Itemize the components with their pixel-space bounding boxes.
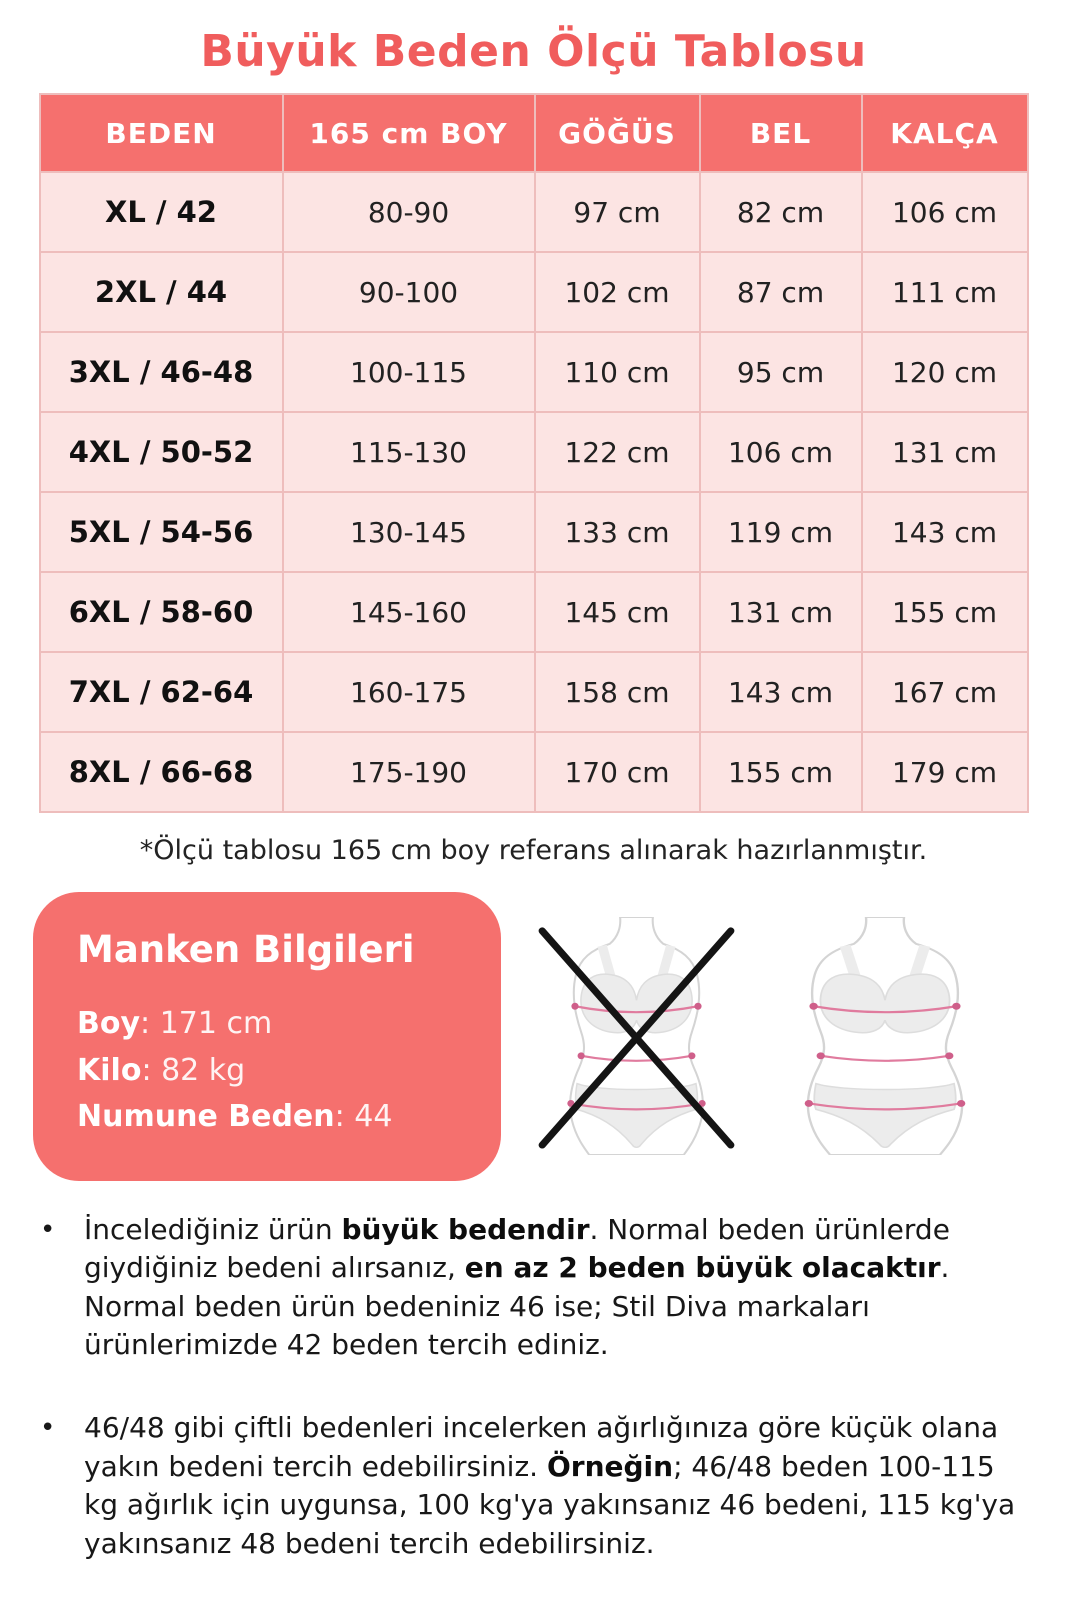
waist-cell: 155 cm [700,732,862,812]
column-header-bel: BEL [700,94,862,172]
model-info-section [33,892,1037,1181]
hip-cell: 167 cm [862,652,1028,732]
model-height-field [77,1001,457,1048]
weight-value: : 82 kg [141,1052,246,1088]
column-header-kalca: KALÇA [862,94,1028,172]
size-cell: 6XL / 58-60 [40,572,283,652]
waist-cell: 82 cm [700,172,862,252]
waist-cell: 143 cm [700,652,862,732]
bust-cell: 170 cm [535,732,700,812]
note-text-1: İncelediğiniz ürün büyük bedendir. Normal beden ürünlerde giydiğiniz bedeni alırsanız, en az 2 beden büyük olacaktır. Normal beden ürün bedeniniz 46 ise; Stil Diva markaları ürünlerimizde 42 beden tercih ediniz. [84,1212,950,1362]
sample-size-value: : 44 [334,1099,393,1134]
column-header-boy: 165 cm BOY [283,94,535,172]
model-sample-size-field [77,1094,457,1141]
table-row [40,332,1028,412]
sample-size-label: Numune Beden [77,1099,335,1134]
size-table [39,93,1029,813]
size-cell: XL / 42 [40,172,283,252]
size-table-body [40,172,1028,812]
column-header-beden: BEDEN [40,94,283,172]
waist-cell: 95 cm [700,332,862,412]
model-info-card [33,892,501,1181]
note-item-2 [40,1409,1033,1564]
weight-range-cell: 100-115 [283,332,535,412]
hip-cell: 179 cm [862,732,1028,812]
note-item-1 [40,1211,1033,1366]
table-row [40,572,1028,652]
bullet-icon: • [40,1214,56,1245]
waist-cell: 119 cm [700,492,862,572]
weight-range-cell: 90-100 [283,252,535,332]
crossed-body-silhouette-icon [534,917,739,1155]
note-text-2: 46/48 gibi çiftli bedenleri incelerken ağırlığınıza göre küçük olana yakın bedeni tercih edebilirsiniz. Örneğin; 46/48 beden 100-115 kg ağırlık için uygunsa, 100 kg'ya yakınsanız 46 bedeni, 115 kg'ya yakınsanız 48 bedeni tercih edebilirsiniz. [84,1411,1016,1560]
weight-range-cell: 115-130 [283,412,535,492]
body-figure-correct [766,917,1004,1155]
measured-body-silhouette-icon [766,917,1004,1155]
weight-range-cell: 145-160 [283,572,535,652]
size-cell: 4XL / 50-52 [40,412,283,492]
bust-cell: 158 cm [535,652,700,732]
table-row [40,732,1028,812]
bust-cell: 97 cm [535,172,700,252]
body-figure-crossed [534,917,739,1155]
waist-cell: 106 cm [700,412,862,492]
column-header-gogus: GÖĞÜS [535,94,700,172]
table-footnote: *Ölçü tablosu 165 cm boy referans alınarak hazırlanmıştır. [139,835,928,866]
bust-cell: 122 cm [535,412,700,492]
hip-cell: 131 cm [862,412,1028,492]
table-row [40,252,1028,332]
bust-cell: 110 cm [535,332,700,412]
hip-cell: 155 cm [862,572,1028,652]
height-label: Boy [77,1006,141,1041]
bust-cell: 102 cm [535,252,700,332]
size-cell: 3XL / 46-48 [40,332,283,412]
table-row [40,412,1028,492]
bullet-icon: • [40,1413,56,1443]
size-table-header [40,94,1028,172]
sizing-notes [40,1211,1033,1564]
weight-range-cell: 175-190 [283,732,535,812]
model-weight-field [77,1048,457,1095]
table-row [40,492,1028,572]
waist-cell: 87 cm [700,252,862,332]
weight-range-cell: 130-145 [283,492,535,572]
body-figures [501,917,1037,1155]
page-title: Büyük Beden Ölçü Tablosu [200,26,867,77]
hip-cell: 111 cm [862,252,1028,332]
hip-cell: 143 cm [862,492,1028,572]
size-cell: 2XL / 44 [40,252,283,332]
waist-cell: 131 cm [700,572,862,652]
size-cell: 8XL / 66-68 [40,732,283,812]
weight-range-cell: 80-90 [283,172,535,252]
size-cell: 5XL / 54-56 [40,492,283,572]
height-value: : 171 cm [140,1006,273,1041]
bust-cell: 145 cm [535,572,700,652]
weight-range-cell: 160-175 [283,652,535,732]
hip-cell: 120 cm [862,332,1028,412]
bust-cell: 133 cm [535,492,700,572]
size-cell: 7XL / 62-64 [40,652,283,732]
header-row [40,94,1028,172]
table-row [40,172,1028,252]
table-row [40,652,1028,732]
hip-cell: 106 cm [862,172,1028,252]
weight-label: Kilo [77,1052,142,1088]
model-info-title: Manken Bilgileri [77,928,415,971]
